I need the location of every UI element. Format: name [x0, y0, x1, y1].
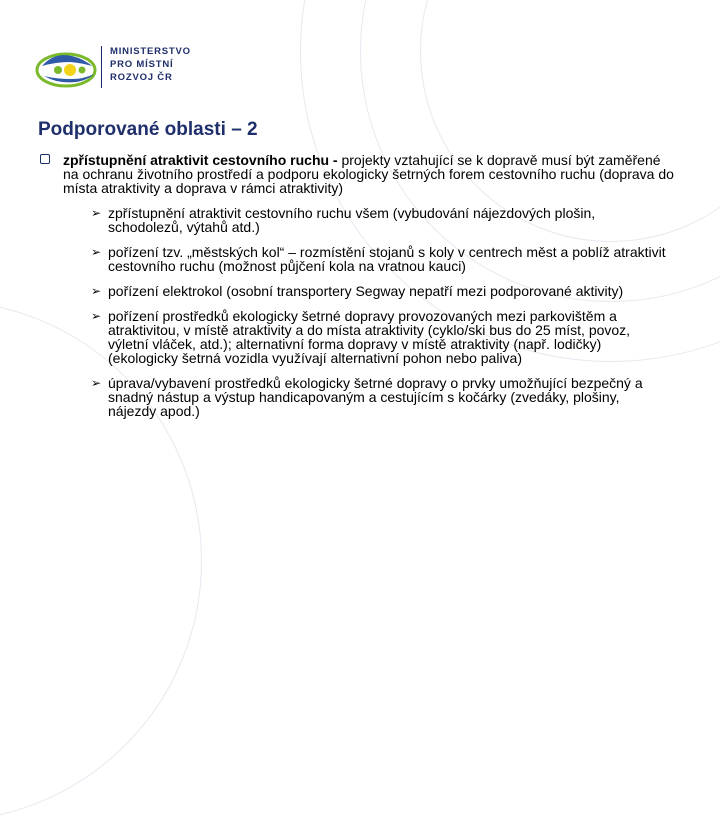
ministry-line: PRO MÍSTNÍ [110, 59, 174, 70]
arrow-bullet-icon: ➢ [91, 245, 102, 259]
sub-bullet [38, 206, 678, 234]
sub-bullet-list [38, 206, 678, 418]
ministry-line: MINISTERSTVO [110, 46, 191, 57]
square-bullet-icon [40, 154, 50, 164]
slide-content [38, 153, 678, 429]
main-bullet-text: projekty vztahující se k dopravě musí být zaměřené na ochranu životního prostředí a podporu ekologicky šetrných forem cestovního ruchu (doprava do místa atraktivity a doprava v rámci atraktivity) [63, 152, 674, 196]
sub-bullet [38, 245, 678, 273]
sub-bullet-text: pořízení prostředků ekologicky šetrné dopravy provozovaných mezi parkovištěm a atraktivitou, v místě atraktivity a do místa atraktivity (cyklo/ski bus do 25 míst, povoz, výletní vláček, atd.); alternativní forma dopravy v místě atraktivity (např. lodičky) (ekologicky šetrná vozidla využívají alternativní pohon nebo paliva) [108, 308, 631, 366]
ministry-line: ROZVOJ ČR [110, 72, 173, 83]
logo-divider [101, 46, 102, 88]
sub-bullet-text: pořízení elektrokol (osobní transportery Segway nepatří mezi podporované aktivity) [108, 283, 624, 299]
ministry-name [110, 45, 191, 84]
sub-bullet [38, 309, 678, 365]
slide-title: Podporované oblasti – 2 [38, 119, 258, 140]
sub-bullet [38, 284, 678, 298]
arrow-bullet-icon: ➢ [91, 309, 102, 323]
arrow-bullet-icon: ➢ [91, 206, 102, 220]
sub-bullet-text: pořízení tzv. „městských kol“ – rozmístění stojanů s koly v centrech měst a poblíž atraktivit cestovního ruchu (možnost půjčení kola na vratnou kauci) [108, 244, 666, 274]
arrow-bullet-icon: ➢ [91, 376, 102, 390]
main-bullet-lead: zpřístupnění atraktivit cestovního ruchu - [63, 152, 338, 168]
sub-bullet [38, 376, 678, 418]
arrow-bullet-icon: ➢ [91, 284, 102, 298]
sub-bullet-text: zpřístupnění atraktivit cestovního ruchu všem (vybudování nájezdových plošin, schodolezů, výtahů atd.) [108, 205, 596, 235]
ministry-logo-icon [34, 44, 106, 92]
main-bullet [38, 153, 678, 195]
sub-bullet-text: úprava/vybavení prostředků ekologicky šetrné dopravy o prvky umožňující bezpečný a snadný nástup a výstup handicapovaným a cestujícím s kočárky (zvedáky, plošiny, nájezdy apod.) [108, 375, 643, 419]
